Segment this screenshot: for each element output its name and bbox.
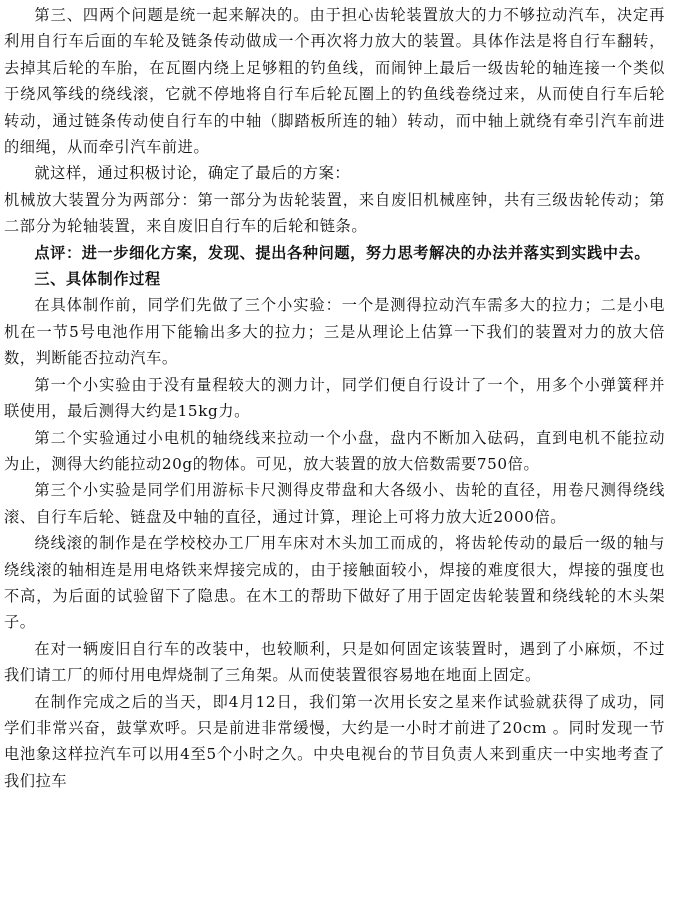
paragraph-final-plan: 机械放大装置分为两部分：第一部分为齿轮装置，来自废旧机械座钟，共有三级齿轮传动；第二部分为轮轴装置，来自废旧自行车的后轮和链条。: [4, 190, 665, 236]
paragraph-first-test: 在制作完成之后的当天，即4月12日，我们第一次用长安之星来作试验就获得了成功，同学们非常兴奋，鼓掌欢呼。只是前进非常缓慢，大约是一小时才前进了20cm 。同时发现一节电池象这样拉汽车可以用4至5个小时之久。中央电视台的节目负责人来到重庆一中实地考查了我们拉车: [4, 692, 665, 790]
paragraph-winding-drum: 绕线滚的制作是在学校校办工厂用车床对木头加工而成的，将齿轮传动的最后一级的轴与绕线滚的轴相连是用电烙铁来焊接完成的，由于接触面较小，焊接的难度很大，焊接的强度也不高，为后面的试验留下了隐患。在木工的帮助下做好了用于固定齿轮装置和绕线轮的木头架子。: [4, 534, 665, 632]
paragraph-commentary: 点评：进一步细化方案，发现、提出各种问题，努力思考解决的办法并落实到实践中去。: [34, 243, 651, 262]
paragraph-experiment-two: 第二个实验通过小电机的轴绕线来拉动一个小盘，盘内不断加入砝码，直到电机不能拉动为止，测得大约能拉动20g的物体。可见，放大装置的放大倍数需要750倍。: [4, 428, 665, 473]
paragraph-solution-details: 第三、四两个问题是统一起来解决的。由于担心齿轮装置放大的力不够拉动汽车，决定再利用自行车后面的车轮及链条传动做成一个再次将力放大的装置。具体作法是将自行车翻转，去掉其后轮的车胎，在瓦圈内绕上足够粗的钓鱼线，而闹钟上最后一级齿轮的轴连接一个类似于绕风筝线的绕线滚，它就不停地将自行车后轮瓦圈上的钓鱼线卷绕过来，从而使自行车后轮转动，通过链条传动使自行车的中轴（脚踏板所连的轴）转动，而中轴上就绕有牵引汽车前进的细绳，从而牵引汽车前进。: [4, 6, 665, 157]
section-heading: 三、具体制作过程: [34, 270, 161, 289]
paragraph-experiments-intro: 在具体制作前，同学们先做了三个小实验：一个是测得拉动汽车需多大的拉力；二是小电机在一节5号电池作用下能输出多大的拉力；三是从理论上估算一下我们的装置对力的放大倍数，判断能否拉动汽车。: [4, 296, 665, 368]
paragraph-discussion: 就这样，通过积极讨论，确定了最后的方案：: [34, 164, 351, 183]
paragraph-experiment-three: 第三个小实验是同学们用游标卡尺测得皮带盘和大各级小、齿轮的直径，用卷尺测得绕线滚、自行车后轮、链盘及中轴的直径，通过计算，理论上可将力放大近2000倍。: [4, 481, 665, 526]
paragraph-bicycle-mod: 在对一辆废旧自行车的改装中，也较顺利，只是如何固定该装置时，遇到了小麻烦，不过我们请工厂的师付用电焊烧制了三角架。从而使装置很容易地在地面上固定。: [4, 639, 665, 685]
paragraph-experiment-one: 第一个小实验由于没有量程较大的测力计，同学们便自行设计了一个，用多个小弹簧秤并联使用，最后测得大约是15kg力。: [4, 375, 665, 421]
document-page: [4, 2, 665, 794]
